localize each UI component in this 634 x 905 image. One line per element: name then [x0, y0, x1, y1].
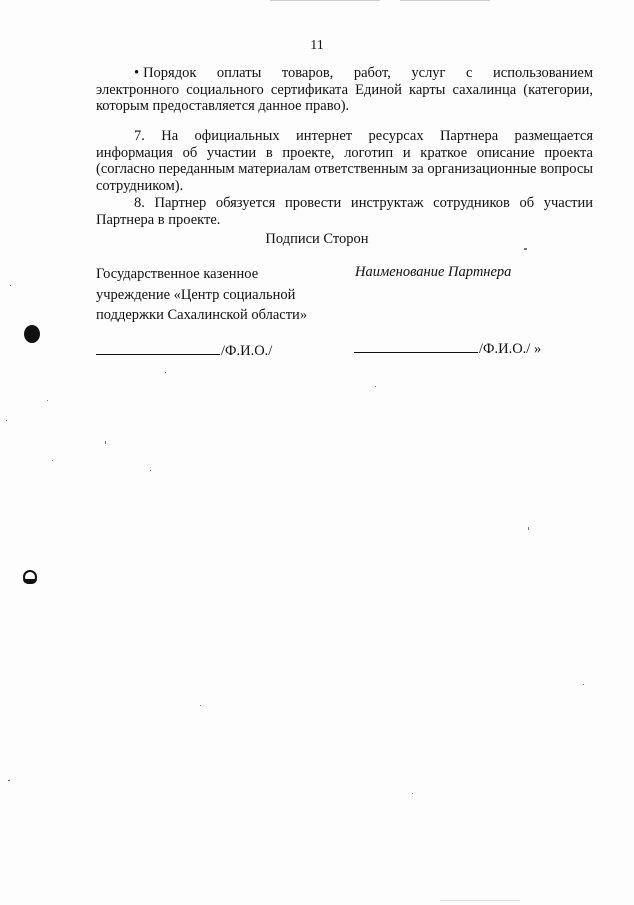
scan-speck: [165, 372, 166, 373]
scan-speck: [6, 420, 7, 421]
scan-speck: [8, 780, 10, 781]
page-number: 11: [310, 38, 324, 53]
scan-edge-artifact: [270, 0, 380, 1]
signature-label-right: /Ф.И.О./ »: [479, 341, 542, 357]
party-right-name: Наименование Партнера: [355, 264, 512, 280]
scan-edge-artifact: [400, 0, 490, 1]
party-left-name-line: Государственное казенное: [96, 266, 259, 282]
scan-speck: [105, 441, 106, 444]
paragraph-payment-procedure: [96, 65, 593, 115]
scan-speck: [10, 285, 11, 286]
scan-speck: [583, 684, 584, 685]
paragraph-item-7: [96, 128, 593, 194]
scan-speck: [375, 386, 376, 387]
party-left-name: [96, 264, 336, 326]
paragraph-line: 8. Партнер обязуется провести инструктаж сотрудников об участии: [134, 195, 593, 211]
party-left-name-line: поддержки Сахалинской области»: [96, 307, 308, 323]
paragraph-line: Порядок оплаты товаров, работ, услуг с использованием: [143, 65, 593, 81]
paragraph-text: информация об участии в проекте, логотип и краткое описание проекта (согласно переданным материалам ответственным за организационные вопросы сотрудником).: [96, 144, 593, 194]
paragraph-text: электронного социального сертификата Единой карты сахалинца (категории, которым предоставляется данное право).: [96, 81, 593, 114]
scan-speck: [528, 527, 529, 530]
scan-speck: [150, 470, 151, 471]
scan-speck: [440, 900, 520, 901]
paragraph-line: 7. На официальных интернет ресурсах Партнера размещается: [134, 128, 593, 144]
bullet-icon: •: [134, 65, 140, 81]
scan-speck: [47, 400, 48, 401]
scan-speck: [412, 793, 413, 794]
party-left-name-line: учреждение «Центр социальной: [96, 286, 296, 303]
punch-hole-icon: [23, 570, 37, 584]
punch-hole-icon: [24, 325, 40, 343]
signature-line-left: [96, 340, 220, 355]
scan-speck: [200, 705, 201, 706]
paragraph-item-8: [96, 195, 593, 228]
signature-block-right: [354, 338, 541, 358]
signature-block-left: [96, 340, 272, 360]
paragraph-text: Партнера в проекте.: [96, 211, 221, 228]
scan-speck: [524, 248, 527, 250]
scan-speck: [52, 460, 53, 461]
signature-label-left: /Ф.И.О./: [221, 343, 273, 359]
signatures-heading: Подписи Сторон: [265, 231, 369, 247]
signature-line-right: [354, 338, 478, 353]
